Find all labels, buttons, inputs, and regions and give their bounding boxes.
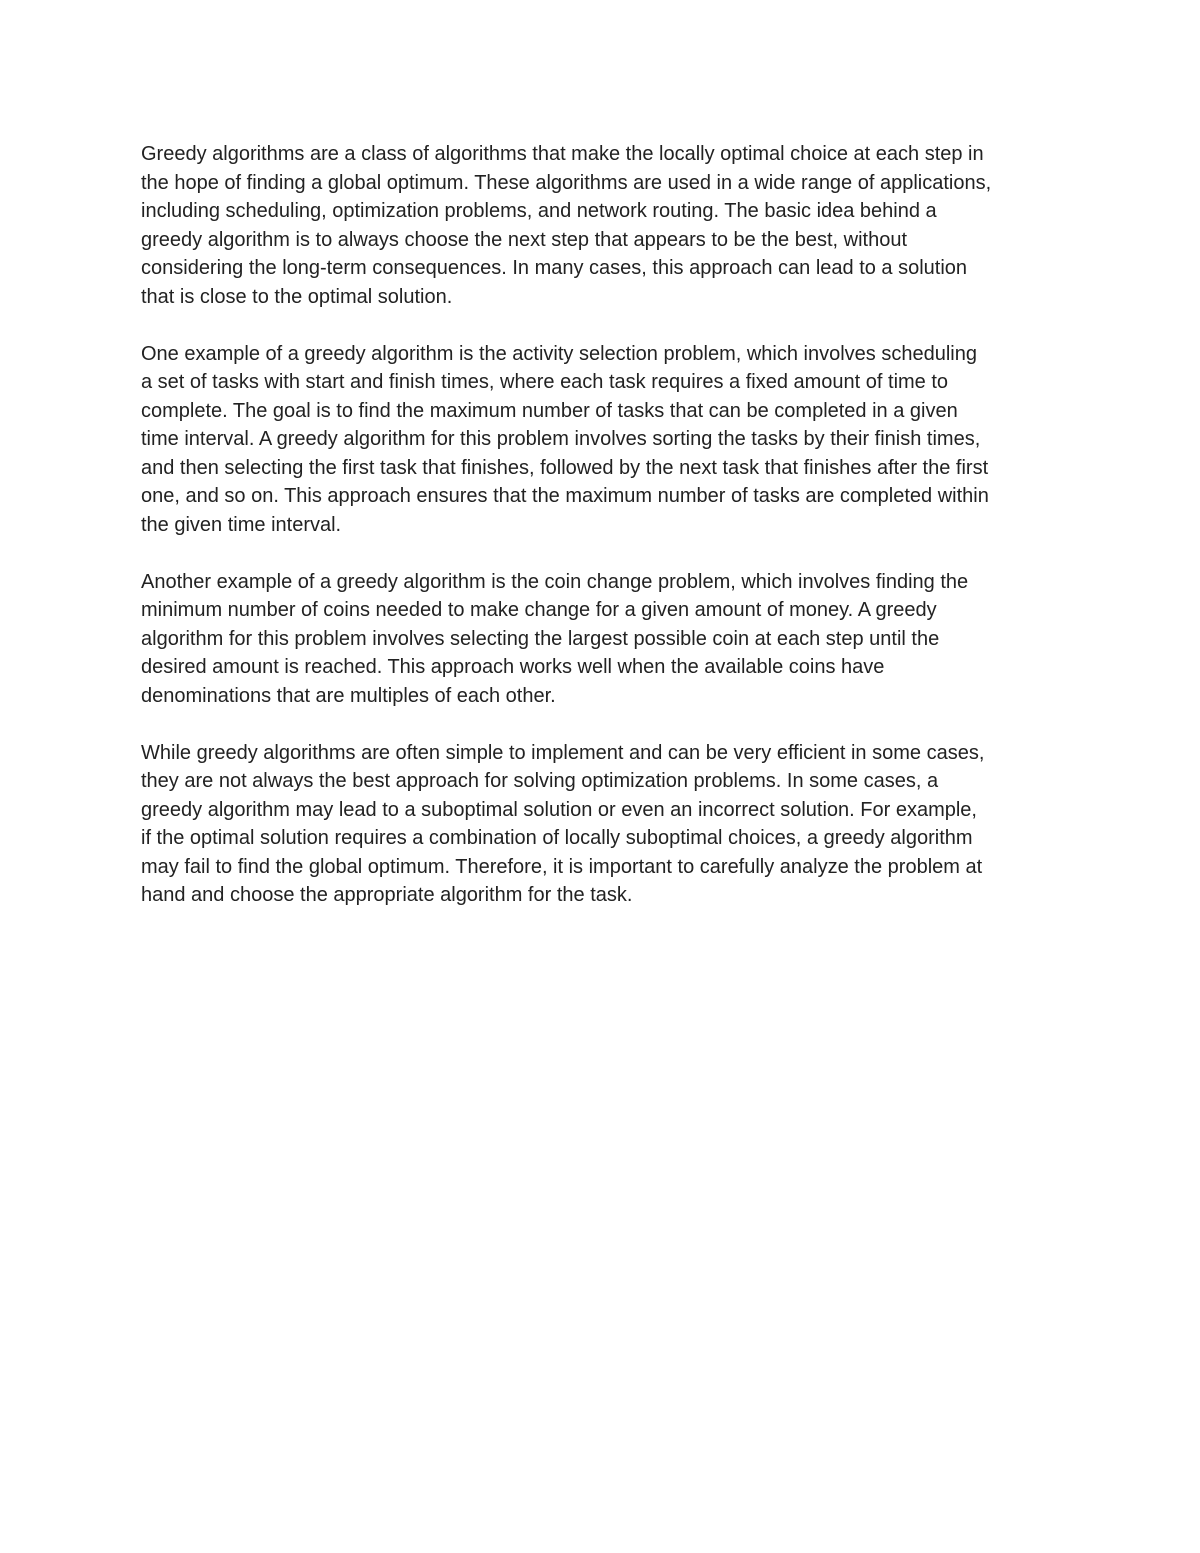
text-line: and then selecting the first task that finishes, followed by the next task that finishes after the first — [141, 456, 989, 479]
text-line: While greedy algorithms are often simple to implement and can be very efficient in some cases, — [141, 741, 985, 764]
text-line: that is close to the optimal solution. — [141, 285, 453, 308]
text-line: they are not always the best approach for solving optimization problems. In some cases, a — [141, 770, 939, 792]
text-line: Another example of a greedy algorithm is the coin change problem, which involves finding the — [141, 570, 969, 593]
text-line: a set of tasks with start and finish times, where each task requires a fixed amount of time to — [141, 371, 949, 393]
paragraph-3 — [141, 568, 1066, 711]
document-body — [141, 140, 1066, 938]
text-line: if the optimal solution requires a combination of locally suboptimal choices, a greedy algorithm — [141, 827, 973, 849]
text-line: including scheduling, optimization problems, and network routing. The basic idea behind a — [141, 200, 937, 222]
paragraph-4 — [141, 739, 1066, 910]
text-line: greedy algorithm is to always choose the next step that appears to be the best, without — [141, 228, 908, 251]
text-line: algorithm for this problem involves selecting the largest possible coin at each step until the — [141, 627, 940, 650]
text-line: the given time interval. — [141, 513, 342, 536]
text-line: one, and so on. This approach ensures that the maximum number of tasks are completed within — [141, 485, 989, 507]
paragraph-1 — [141, 140, 1066, 311]
text-line: greedy algorithm may lead to a suboptimal solution or even an incorrect solution. For example, — [141, 798, 977, 821]
text-line: the hope of finding a global optimum. These algorithms are used in a wide range of applications, — [141, 171, 992, 194]
text-line: minimum number of coins needed to make change for a given amount of money. A greedy — [141, 599, 937, 621]
text-line: One example of a greedy algorithm is the activity selection problem, which involves scheduling — [141, 342, 977, 365]
text-line: time interval. A greedy algorithm for this problem involves sorting the tasks by their finish times, — [141, 428, 981, 450]
paragraph-2 — [141, 340, 1066, 540]
text-line: may fail to find the global optimum. Therefore, it is important to carefully analyze the problem at — [141, 855, 983, 878]
text-line: Greedy algorithms are a class of algorithms that make the locally optimal choice at each step in — [141, 143, 984, 165]
text-line: desired amount is reached. This approach works well when the available coins have — [141, 656, 885, 678]
text-line: considering the long-term consequences. In many cases, this approach can lead to a solution — [141, 257, 968, 279]
text-line: denominations that are multiples of each other. — [141, 684, 556, 707]
text-line: complete. The goal is to find the maximum number of tasks that can be completed in a given — [141, 399, 958, 422]
text-line: hand and choose the appropriate algorithm for the task. — [141, 884, 633, 906]
